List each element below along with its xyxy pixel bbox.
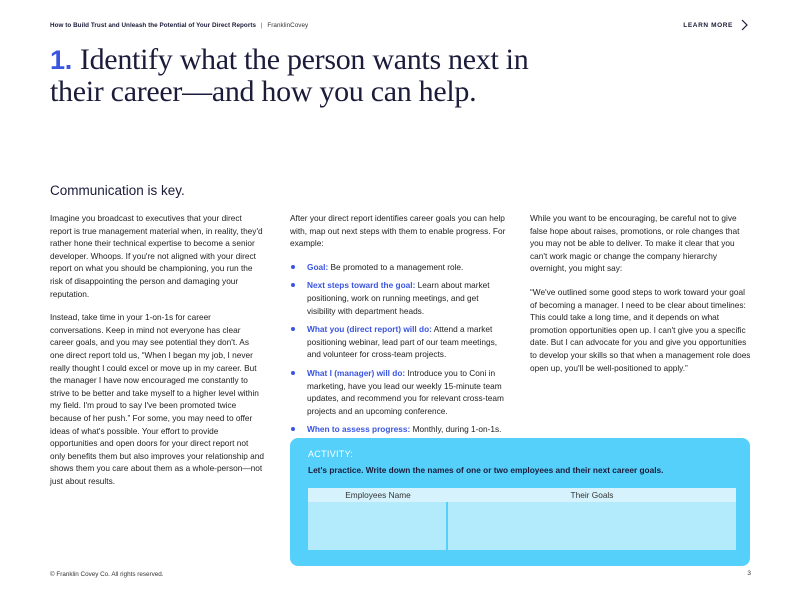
bullet-label: Goal:	[307, 261, 329, 272]
goals-field[interactable]	[448, 502, 736, 550]
section-subheading: Communication is key.	[50, 183, 185, 198]
bullet-label: What I (manager) will do:	[307, 367, 406, 378]
paragraph: Instead, take time in your 1-on-1s for career conversations. Keep in mind not everyone has clear career goals, and you may see potential they don't. As one direct report told us, “When I began my job, I never really thought I could excel or move up in my career. But the manager I have now encouraged me constantly to strive to be better and take myself to a higher level within my field. I'm proud to say I've been promoted twice because of her push.” For some, you may need to offer ideas of what's possible. Your effort to provide opportunities and open doors for your direct report not only benefits them but also improves your relationship and shows them you care about them as a whole-person—not just about results.	[50, 312, 264, 486]
bullet-text: Be promoted to a management role.	[328, 261, 464, 272]
paragraph: While you want to be encouraging, be careful not to give false hope about raises, promotions, or role changes that you may not be able to deliver. To make it clear that you can't work magic or change the company hierarchy overnight, you might say:	[530, 213, 740, 274]
bullet-text: Learn about market positioning, work on running meetings, and get visibility with department heads.	[307, 280, 490, 316]
activity-box	[290, 438, 750, 566]
quote-paragraph: “We've outlined some good steps to work toward your goal of becoming a manager. I need to be clear about timelines: This could take a long time, and it depends on what promotion opportunities open up. I can't give you a specific date. But I can advocate for you and give you opportunities to develop your skills so that when a management role does open up, you'll be well-positioned to apply.”	[530, 286, 751, 373]
paragraph: After your direct report identifies career goals you can help with, map out next steps with them to enable progress. For example:	[290, 213, 506, 249]
column-one	[50, 212, 264, 498]
activity-instruction: Let's practice. Write down the names of one or two employees and their next career goals.	[308, 465, 664, 475]
list-item	[290, 367, 508, 417]
page-number: 3	[747, 570, 751, 577]
activity-title: ACTIVITY:	[308, 449, 354, 459]
column-two	[290, 212, 508, 442]
column-header-goals: Their Goals	[570, 490, 614, 500]
table-header	[308, 488, 736, 502]
steps-list	[290, 261, 508, 436]
table-row	[308, 502, 736, 550]
document-header	[50, 22, 308, 29]
list-item	[290, 279, 508, 317]
bullet-text: Attend a market positioning webinar, lead part of our team meetings, and volunteer for cross-team projects.	[307, 324, 498, 360]
copyright-notice: © Franklin Covey Co. All rights reserved.	[50, 571, 164, 578]
headline-line-1: Identify what the person wants next in	[79, 43, 529, 76]
bullet-label: When to assess progress:	[307, 424, 411, 435]
chevron-right-icon	[741, 19, 748, 31]
column-header-employees: Employees Name	[345, 490, 411, 500]
list-item	[290, 323, 508, 361]
bullet-text: Introduce you to Coni in marketing, have you lead our weekly 15-minute team updates, and recommend you for relevant cross-team projects and an upcoming conference.	[307, 367, 504, 416]
bullet-label: Next steps toward the goal:	[307, 280, 416, 291]
learn-more-link[interactable]	[683, 19, 748, 31]
bullet-label: What you (direct report) will do:	[307, 324, 432, 335]
activity-table	[308, 488, 736, 550]
header-separator: |	[260, 22, 263, 29]
employees-name-field[interactable]	[308, 502, 448, 550]
bullet-text: Monthly, during 1-on-1s.	[410, 424, 502, 435]
list-item	[290, 423, 508, 436]
column-three	[530, 212, 752, 385]
headline-line-2: their career—and how you can help.	[50, 75, 477, 108]
step-number: 1.	[50, 45, 72, 75]
document-title: How to Build Trust and Unleash the Potential of Your Direct Reports	[50, 22, 257, 29]
list-item	[290, 261, 508, 274]
page-headline	[50, 44, 590, 107]
brand-name: FranklinCovey	[267, 22, 309, 29]
learn-more-label: LEARN MORE	[683, 21, 733, 29]
paragraph: Imagine you broadcast to executives that your direct report is true management material when, in reality, they'd rather hone their technical expertise to become a senior developer. Whoops. If you're not aligned with your direct report on what you should be championing, you run the risk of disappointing the person and damaging your reputation.	[50, 213, 263, 299]
